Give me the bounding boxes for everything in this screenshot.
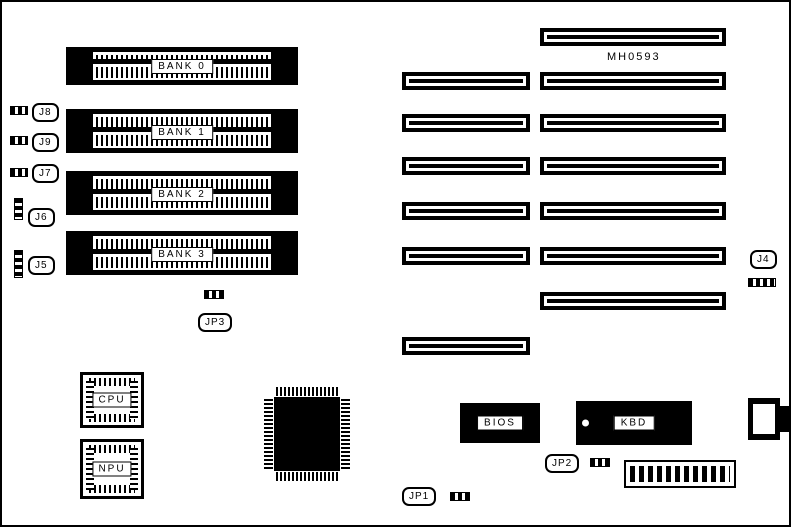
memory-bank-2-label: BANK 2 — [151, 187, 213, 202]
din-keyboard-connector[interactable] — [748, 398, 780, 440]
expansion-slot-l3[interactable] — [402, 157, 530, 175]
expansion-slot-r1[interactable] — [540, 28, 726, 46]
expansion-slot-l2[interactable] — [402, 114, 530, 132]
expansion-slot-l1[interactable] — [402, 72, 530, 90]
jumper-jp3-pins[interactable] — [204, 290, 224, 299]
bios-chip — [460, 403, 540, 443]
connector-j4-pins[interactable] — [748, 278, 776, 287]
expansion-slot-r5[interactable] — [540, 202, 726, 220]
kbd-label: KBD — [614, 416, 655, 431]
npu-label: NPU — [92, 462, 131, 477]
memory-bank-3[interactable] — [66, 231, 298, 275]
connector-j6-pins[interactable] — [14, 198, 23, 220]
memory-bank-2[interactable] — [66, 171, 298, 215]
din-keyboard-connector-shell — [778, 406, 791, 432]
connector-j9-pins[interactable] — [10, 136, 28, 145]
bios-label: BIOS — [477, 416, 523, 431]
memory-bank-0[interactable] — [66, 47, 298, 85]
memory-bank-1[interactable] — [66, 109, 298, 153]
keyboard-header[interactable] — [624, 460, 736, 488]
expansion-slot-r2[interactable] — [540, 72, 726, 90]
expansion-slot-r7[interactable] — [540, 292, 726, 310]
connector-j8-label: J8 — [32, 103, 59, 122]
jumper-jp1-pins[interactable] — [450, 492, 470, 501]
jumper-jp2-label: JP2 — [545, 454, 579, 473]
board-model-label: MH0593 — [607, 51, 661, 63]
memory-bank-1-label: BANK 1 — [151, 125, 213, 140]
jumper-jp2-pins[interactable] — [590, 458, 610, 467]
expansion-slot-l5[interactable] — [402, 247, 530, 265]
expansion-slot-r3[interactable] — [540, 114, 726, 132]
memory-bank-0-label: BANK 0 — [151, 59, 213, 74]
cpu-socket[interactable] — [80, 372, 144, 428]
connector-j7-pins[interactable] — [10, 168, 28, 177]
memory-bank-3-label: BANK 3 — [151, 247, 213, 262]
connector-j8-pins[interactable] — [10, 106, 28, 115]
connector-j4-label: J4 — [750, 250, 777, 269]
expansion-slot-l6[interactable] — [402, 337, 530, 355]
expansion-slot-r6[interactable] — [540, 247, 726, 265]
connector-j6-label: J6 — [28, 208, 55, 227]
expansion-slot-l4[interactable] — [402, 202, 530, 220]
chipset-pqfp — [264, 387, 350, 481]
jumper-jp1-label: JP1 — [402, 487, 436, 506]
connector-j7-label: J7 — [32, 164, 59, 183]
cpu-label: CPU — [92, 393, 131, 408]
npu-socket[interactable] — [80, 439, 144, 499]
connector-j5-label: J5 — [28, 256, 55, 275]
connector-j9-label: J9 — [32, 133, 59, 152]
jumper-jp3-label: JP3 — [198, 313, 232, 332]
expansion-slot-r4[interactable] — [540, 157, 726, 175]
kbd-controller-chip — [576, 401, 692, 445]
connector-j5-pins[interactable] — [14, 250, 23, 278]
